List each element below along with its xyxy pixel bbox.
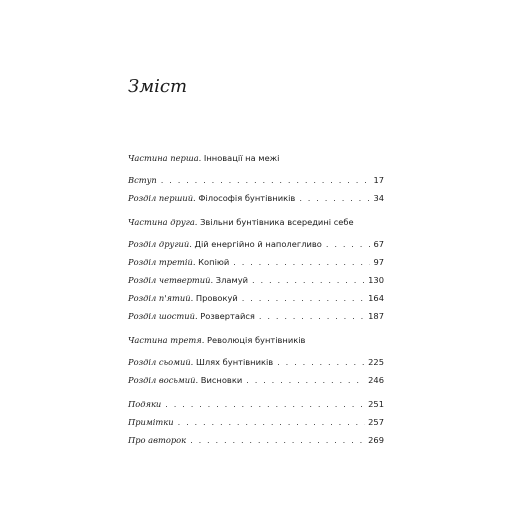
page-title: Зміст (128, 76, 188, 97)
dot-leader (299, 192, 370, 204)
toc-entry (128, 192, 384, 204)
page-number: 67 (373, 239, 384, 249)
entry-label: Розділ сьомий. (128, 357, 194, 367)
part-label: Частина третя. (128, 335, 205, 345)
entry-name: Зламуй (215, 275, 249, 285)
toc-entry (128, 398, 384, 410)
toc-entry (128, 256, 384, 268)
part-name: Інновації на межі (203, 153, 280, 163)
toc-entry (128, 356, 384, 368)
part-1-entries (128, 174, 384, 204)
dot-leader (277, 356, 365, 368)
entry-name: Дій енергійно й наполегливо (194, 239, 322, 249)
entry-label: Розділ перший. (128, 193, 196, 203)
part-label: Частина друга. (128, 217, 198, 227)
toc-entry (128, 374, 384, 386)
entry-label: Розділ шостий. (128, 311, 198, 321)
dot-leader (165, 398, 365, 410)
part-heading-2 (128, 216, 384, 228)
entry-label: Розділ четвертий. (128, 275, 214, 285)
part-name: Революція бунтівників (207, 335, 306, 345)
toc-entry (128, 416, 384, 428)
dot-leader (242, 292, 365, 304)
entry-name: Філософія бунтівників (198, 193, 296, 203)
part-label: Частина перша. (128, 153, 202, 163)
toc-entry (128, 310, 384, 322)
entry-label: Розділ п'ятий. (128, 293, 194, 303)
page-number: 97 (373, 257, 384, 267)
entry-label: Розділ восьмий. (128, 375, 199, 385)
part-heading-1 (128, 152, 384, 164)
toc-entry (128, 274, 384, 286)
dot-leader (178, 416, 366, 428)
part-heading-3 (128, 334, 384, 346)
dot-leader (259, 310, 365, 322)
page-number: 251 (368, 399, 384, 409)
page-number: 246 (368, 375, 384, 385)
page-number: 164 (368, 293, 384, 303)
dot-leader (233, 256, 370, 268)
dot-leader (252, 274, 365, 286)
entry-label: Примітки (128, 417, 174, 427)
page-number: 187 (368, 311, 384, 321)
dot-leader (246, 374, 365, 386)
page-number: 130 (368, 275, 384, 285)
page-number: 257 (368, 417, 384, 427)
dot-leader (161, 174, 371, 186)
toc-entry (128, 434, 384, 446)
toc-entry (128, 174, 384, 186)
dot-leader (190, 434, 365, 446)
entry-name: Розвертайся (200, 311, 255, 321)
entry-label: Розділ другий. (128, 239, 192, 249)
part-name: Звільни бунтівника всередині себе (200, 217, 354, 227)
part-2-entries (128, 238, 384, 322)
page-number: 17 (373, 175, 384, 185)
entry-label: Вступ (128, 175, 157, 185)
toc-entry (128, 292, 384, 304)
page-number: 269 (368, 435, 384, 445)
entry-name: Висновки (200, 375, 243, 385)
entry-label: Розділ третій. (128, 257, 196, 267)
entry-name: Копіюй (198, 257, 230, 267)
page-number: 225 (368, 357, 384, 367)
toc-entry (128, 238, 384, 250)
entry-name: Провокуй (195, 293, 238, 303)
entry-label: Подяки (128, 399, 162, 409)
dot-leader (326, 238, 371, 250)
entry-name: Шлях бунтівників (195, 357, 274, 367)
part-3-entries (128, 356, 384, 386)
table-of-contents (128, 152, 384, 452)
entry-label: Про авторок (128, 435, 187, 445)
back-matter-entries (128, 398, 384, 446)
page-number: 34 (373, 193, 384, 203)
